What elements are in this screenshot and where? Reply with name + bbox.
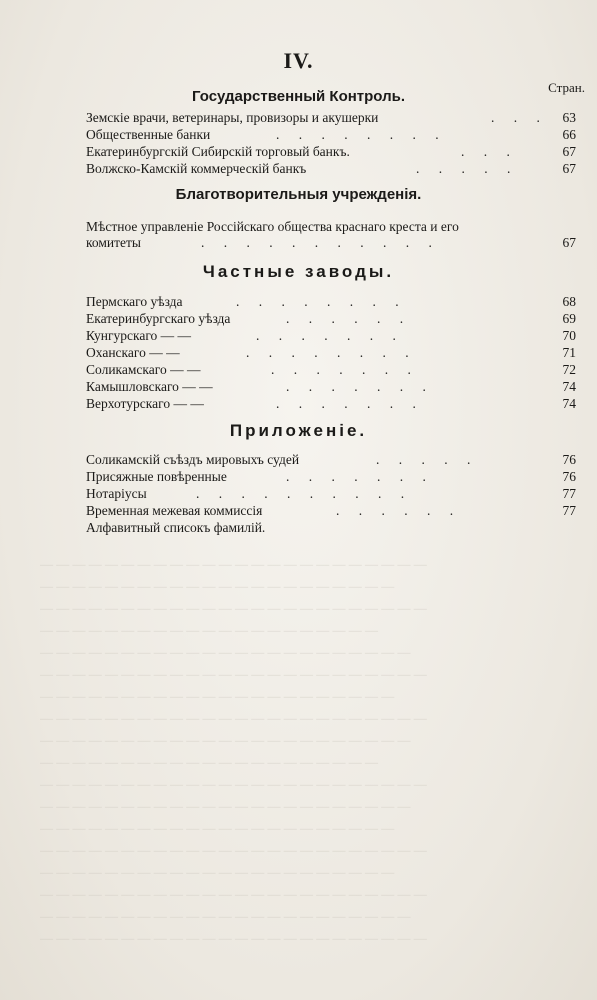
entry-text: Камышловскаго — —: [86, 379, 213, 394]
section-title-private-factories: Частные заводы.: [202, 262, 395, 281]
entry-text: Алфавитный списокъ фамилій.: [86, 520, 266, 535]
toc-entry: [86, 143, 576, 160]
toc-entry: [86, 310, 576, 327]
toc-entry: [86, 234, 576, 251]
entry-text: Оханскаго — —: [86, 345, 180, 360]
entry-text: Екатеринбургскій Сибирскій торговый банкъ.: [86, 144, 350, 159]
entry-text: Временная межевая коммиссія: [86, 503, 263, 518]
entry-text: Пермскаго уѣзда: [86, 294, 183, 309]
toc-entry: [86, 485, 576, 502]
entry-text: Кунгурскаго — —: [86, 328, 192, 343]
leader-dots: . . . . . . . . . .: [196, 486, 413, 501]
entry-page: 66: [562, 127, 576, 142]
entry-page: 67: [562, 144, 576, 159]
entry-page: 74: [562, 379, 576, 394]
leader-dots: . . .: [461, 144, 518, 159]
entry-text: Мѣстное управленіе Россійскаго общества краснаго креста и его: [86, 219, 459, 234]
entry-page: 76: [562, 469, 576, 484]
entry-page: 71: [562, 345, 576, 360]
entry-text: комитеты: [86, 235, 141, 250]
toc-entry: [86, 293, 576, 310]
toc-entry: [86, 344, 576, 361]
entry-page: 74: [562, 396, 576, 411]
entry-page: 70: [562, 328, 576, 343]
leader-dots: . . . . . . .: [286, 469, 434, 484]
entry-page: 77: [562, 486, 576, 501]
leader-dots: . . . . . . . .: [246, 345, 417, 360]
entry-page: 67: [562, 235, 576, 250]
entry-text: Общественные банки: [86, 127, 211, 142]
leader-dots: . . . . . . .: [276, 396, 424, 411]
toc-entry: [86, 327, 576, 344]
section-title-charity: Благотворительныя учрежденія.: [175, 186, 422, 203]
toc-entry: [86, 468, 576, 485]
entry-page: 69: [562, 311, 576, 326]
toc-entry: [86, 109, 576, 126]
page-column-label: Стран.: [548, 80, 585, 95]
toc-entry: [86, 451, 576, 468]
section-title-state-control: Государственный Контроль.: [191, 88, 406, 105]
entry-page: 77: [562, 503, 576, 518]
toc-entry: [86, 361, 576, 378]
toc-entry: [86, 218, 576, 235]
entry-text: Земскіе врачи, ветеринары, провизоры и акушерки: [86, 110, 379, 125]
entry-text: Присяжные повѣренные: [86, 469, 227, 484]
leader-dots: . . . . . . . . . . .: [201, 235, 440, 250]
show-through-text: — — — — — — — — — — — — — — — — — — — — — — — — — — — — — — — — — — — — — — — — — — — — — — — — — — — — — — — — — — — — — — — — — — — — — — — — — — — — — — — — — — — — — — — — — — — — — — — — — — — — — — — — — — — — — — — — — — — — — — — — — — — — — — — — — — — — — — — — — — — — — — — — — — — — — — — — — — — — — — — — — — — — — — — — — — — — — — — — — — — — — — — — — — — — — — — — — — — — — — — — — — — — — — — — — — — — — — — — — — — — — — — — — — — — — — — — — — — — — — — — — — — — — — — — — — — — — — — — — — — — — — — — — — — — — — — — — — — — — — — — — — — — — — — — — — — — — — — — — — — — — — — — — — — — — — — — — — — — — — — — — — — — — — — — — — — — — — — — — — — — — — — — — — — — — — — — — — — — — — — — — — — — — — — — — — — — — — — — — — — — — — — — — — — — — — — — — — — — — — — — — — — — — — — — — — — — — —: [40, 559, 427, 948]
entry-text: Волжско-Камскій коммерческій банкъ: [86, 161, 307, 176]
entry-text: Соликамскаго — —: [86, 362, 201, 377]
page-number: IV.: [283, 48, 314, 73]
leader-dots: . . . . . . .: [286, 379, 434, 394]
leader-dots: . . . . . . .: [271, 362, 419, 377]
entry-page: 68: [562, 294, 576, 309]
entry-text: Екатеринбургскаго уѣзда: [86, 311, 231, 326]
toc-entry: [86, 126, 576, 143]
leader-dots: . . . . . . .: [256, 328, 404, 343]
toc-entry: [86, 519, 576, 536]
entry-page: 67: [562, 161, 576, 176]
toc-entry: [86, 502, 576, 519]
leader-dots: . . . . .: [416, 161, 519, 176]
toc-entry: [86, 395, 576, 412]
leader-dots: . . .: [491, 110, 548, 125]
entry-page: 63: [562, 110, 576, 125]
leader-dots: . . . . .: [376, 452, 479, 467]
entry-text: Нотаріусы: [86, 486, 147, 501]
leader-dots: . . . . . . . .: [276, 127, 447, 142]
leader-dots: . . . . . . . .: [236, 294, 407, 309]
section-title-appendix: Приложеніе.: [229, 421, 368, 440]
leader-dots: . . . . . .: [286, 311, 412, 326]
entry-page: 72: [562, 362, 576, 377]
entry-text: Верхотурскаго — —: [86, 396, 204, 411]
entry-page: 76: [562, 452, 576, 467]
toc-entry: [86, 160, 576, 177]
toc-entry: [86, 378, 576, 395]
entry-text: Соликамскій съѣздъ мировыхъ судей: [86, 452, 300, 467]
leader-dots: . . . . . .: [336, 503, 462, 518]
